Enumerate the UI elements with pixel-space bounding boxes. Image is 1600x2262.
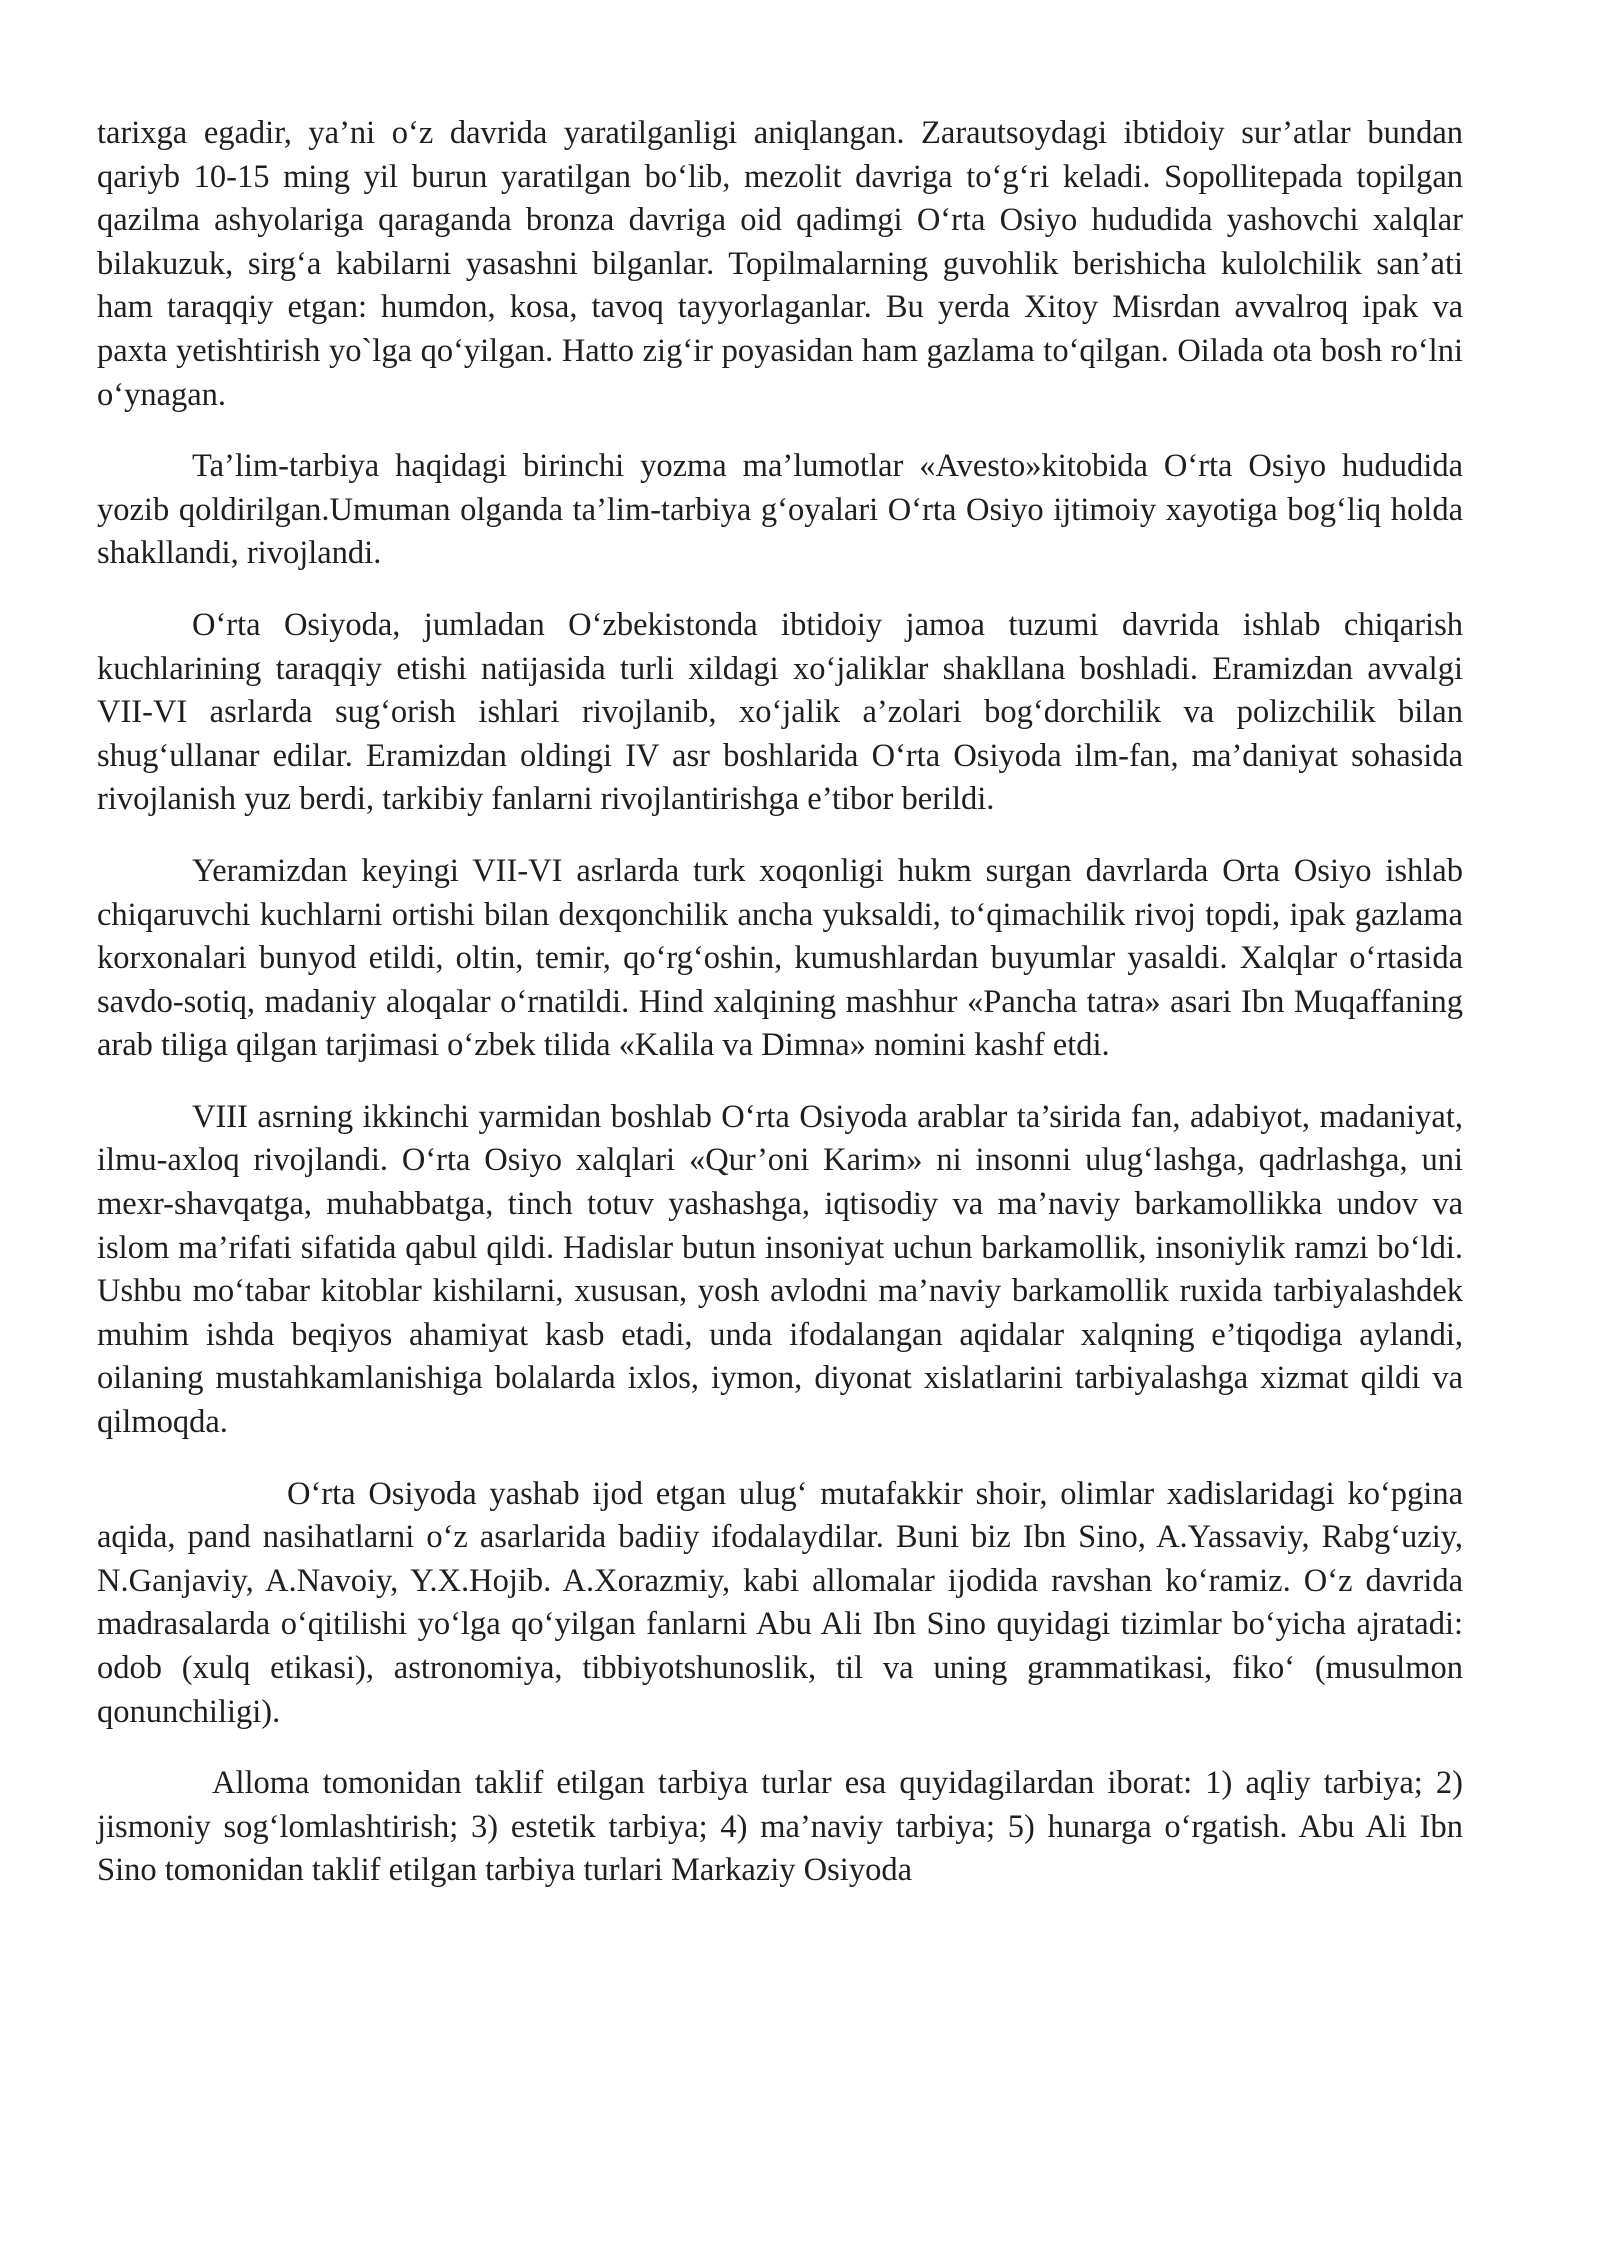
- paragraph-7: Alloma tomonidan taklif etilgan tarbiya turlar esa quyidagilardan iborat: 1) aqliy tarbiya; 2) jismoniy sog‘lomlashtirish; 3) estetik tarbiya; 4) ma’naviy tarbiya; 5) hunarga o‘rgatish. Abu Ali Ibn Sino tomonidan taklif etilgan tarbiya turlari Markaziy Osiyoda: [97, 1765, 1463, 1889]
- paragraph-4: Yeramizdan keyingi VII-VI asrlarda turk xoqonligi hukm surgan davrlarda Orta Osiyo ishlab chiqaruvchi kuchlarni ortishi bilan dexqonchilik ancha yuksaldi, to‘qimachilik rivoj topdi, ipak gazlama korxonalari bunyod etildi, oltin, temir, qo‘rg‘oshin, kumushlardan buyumlar yasaldi. Xalqlar o‘rtasida savdo-sotiq, madaniy aloqalar o‘rnatildi. Hind xalqining mashhur «Pancha tatra» asari Ibn Muqaffaning arab tiliga qilgan tarjimasi o‘zbek tilida «Kalila va Dimna» nomini kashf etdi.: [97, 852, 1463, 1064]
- paragraph-1: tarixga egadir, ya’ni o‘z davrida yaratilganligi aniqlangan. Zarautsoydagi ibtidoiy sur’atlar bundan qariyb 10-15 ming yil burun yaratilgan bo‘lib, mezolit davriga to‘g‘ri keladi. Sopollitepada topilgan qazilma ashyolariga qaraganda bronza davriga oid qadimgi O‘rta Osiyo hududida yashovchi xalqlar bilakuzuk, sirg‘a kabilarni yasashni bilganlar. Topilmalarning guvohlik berishicha kulolchilik san’ati ham taraqqiy etgan: humdon, kosa, tavoq tayyorlaganlar. Bu yerda Xitoy Misrdan avvalroq ipak va paxta yetishtirish yo`lga qo‘yilgan. Hatto zig‘ir poyasidan ham gazlama to‘qilgan. Oilada ota bosh ro‘lni o‘ynagan.: [97, 115, 1463, 413]
- paragraph-5: VIII asrning ikkinchi yarmidan boshlab O‘rta Osiyoda arablar ta’sirida fan, adabiyot, madaniyat, ilmu-axloq rivojlandi. O‘rta Osiyo xalqlari «Qur’oni Karim» ni insonni ulug‘lashga, qadrlashga, uni mexr-shavqatga, muhabbatga, tinch totuv yashashga, iqtisodiy va ma’naviy barkamollikka undov va islom ma’rifati sifatida qabul qildi. Hadislar butun insoniyat uchun barkamollik, insoniylik ramzi bo‘ldi. Ushbu mo‘tabar kitoblar kishilarni, xususan, yosh avlodni ma’naviy barkamollik ruxida tarbiyalashdek muhim ishda beqiyos ahamiyat kasb etadi, unda ifodalangan aqidalar xalqning e’tiqodiga aylandi, oilaning mustahkamlanishiga bolalarda ixlos, iymon, diyonat xislatlarini tarbiyalashga xizmat qildi va qilmoqda.: [97, 1098, 1463, 1441]
- paragraph-2: Ta’lim-tarbiya haqidagi birinchi yozma ma’lumotlar «Avesto»kitobida O‘rta Osiyo hududida yozib qoldirilgan.Umuman olganda ta’lim-tarbiya g‘oyalari O‘rta Osiyo ijtimoiy xayotiga bog‘liq holda shakllandi, rivojlandi.: [97, 448, 1463, 572]
- document-page: [97, 112, 1463, 1921]
- paragraph-6: O‘rta Osiyoda yashab ijod etgan ulug‘ mutafakkir shoir, olimlar xadislaridagi ko‘pgina aqida, pand nasihatlarni o‘z asarlarida badiiy ifodalaydilar. Buni biz Ibn Sino, A.Yassaviy, Rabg‘uziy, N.Ganjaviy, A.Navoiy, Y.X.Hojib. A.Xorazmiy, kabi allomalar ijodida ravshan ko‘ramiz. O‘z davrida madrasalarda o‘qitilishi yo‘lga qo‘yilgan fanlarni Abu Ali Ibn Sino quyidagi tizimlar bo‘yicha ajratadi: odob (xulq etikasi), astronomiya, tibbiyotshunoslik, til va uning grammatikasi, fiko‘ (musulmon qonunchiligi).: [97, 1475, 1463, 1730]
- paragraph-3: O‘rta Osiyoda, jumladan O‘zbekistonda ibtidoiy jamoa tuzumi davrida ishlab chiqarish kuchlarining taraqqiy etishi natijasida turli xildagi xo‘jaliklar shakllana boshladi. Eramizdan avvalgi VII-VI asrlarda sug‘orish ishlari rivojlanib, xo‘jalik a’zolari bog‘dorchilik va polizchilik bilan shug‘ullanar edilar. Eramizdan oldingi IV asr boshlarida O‘rta Osiyoda ilm-fan, ma’daniyat sohasida rivojlanish yuz berdi, tarkibiy fanlarni rivojlantirishga e’tibor berildi.: [97, 606, 1463, 818]
